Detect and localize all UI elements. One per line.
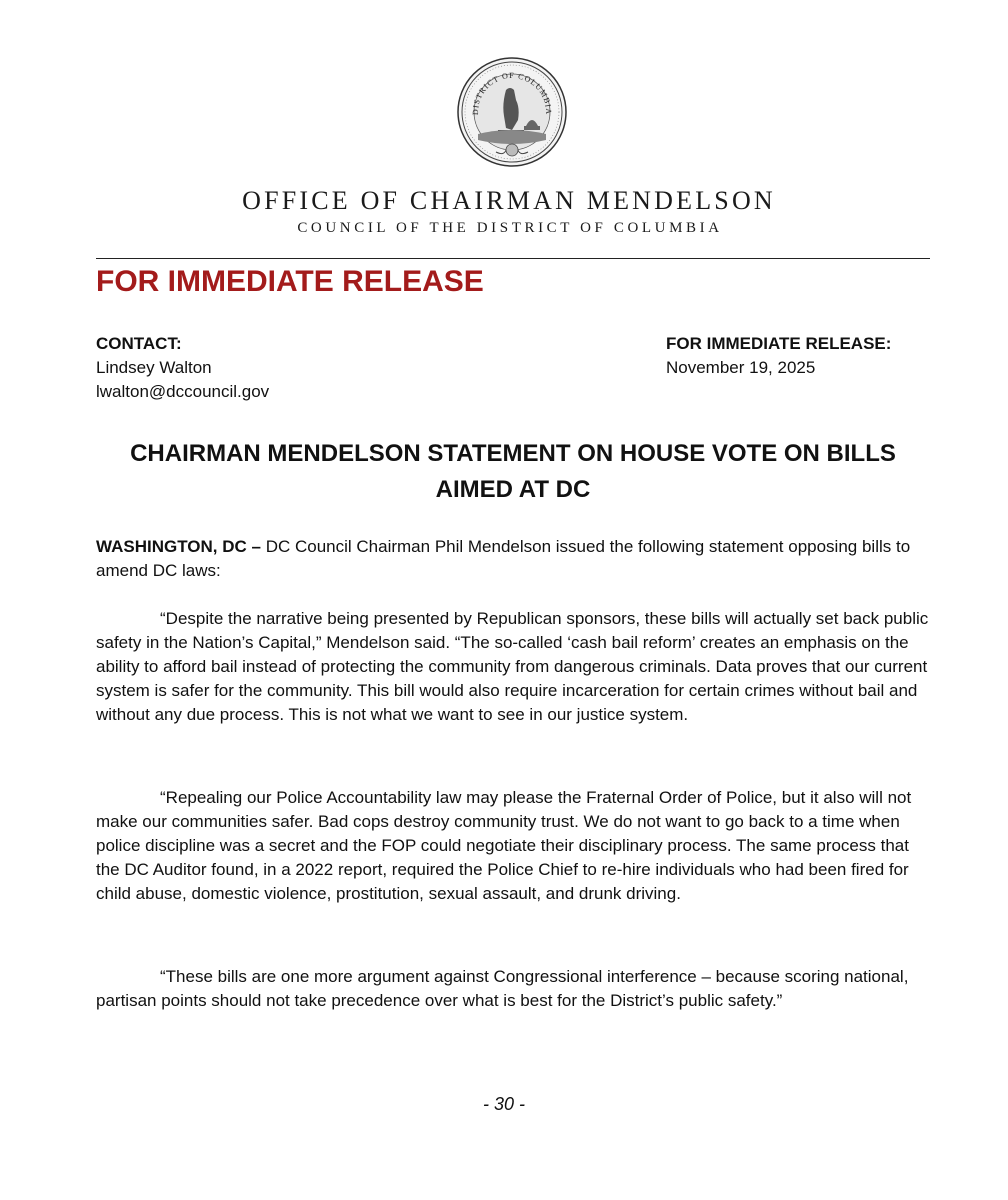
release-label: FOR IMMEDIATE RELEASE: <box>666 334 892 353</box>
release-banner: FOR IMMEDIATE RELEASE <box>96 265 484 298</box>
contact-label: CONTACT: <box>96 334 182 353</box>
press-headline: CHAIRMAN MENDELSON STATEMENT ON HOUSE VOTE ON BILLS AIMED AT DC <box>130 440 896 503</box>
contact-email: lwalton@dccouncil.gov <box>96 382 270 401</box>
dc-seal-icon <box>456 56 568 168</box>
statement-paragraph <box>96 965 930 1013</box>
office-title: OFFICE OF CHAIRMAN MENDELSON <box>242 186 776 215</box>
contact-name: Lindsey Walton <box>96 358 212 377</box>
paragraph-text: “These bills are one more argument against Congressional interference – because scoring national, partisan points should not take precedence over what is best for the District’s public safety.” <box>96 967 909 1010</box>
intro-text: DC Council Chairman Phil Mendelson issued the following statement opposing bills to amend DC laws: <box>96 537 911 580</box>
paragraph-text: “Repealing our Police Accountability law may please the Fraternal Order of Police, but it also will not make our communities safer. Bad cops destroy community trust. We do not want to go back to a time when police discipline was a secret and the FOP could negotiate their disciplinary process. The same process that the DC Auditor found, in a 2022 report, required the Police Chief to re-hire individuals who had been fired for child abuse, domestic violence, prostitution, sexual assault, and drunk driving. <box>96 788 912 903</box>
release-date: November 19, 2025 <box>666 358 816 377</box>
seal-inner-text: DISTRICT OF COLUMBIA <box>470 71 554 116</box>
header-divider <box>96 258 930 259</box>
statement-paragraph <box>96 786 930 906</box>
release-block <box>666 332 891 380</box>
statement-paragraph <box>96 607 930 727</box>
paragraph-text: “Despite the narrative being presented by Republican sponsors, these bills will actually set back public safety in the Nation’s Capital,” Mendelson said. “The so-called ‘cash bail reform’ creates an emphasis on the ability to afford bail instead of protecting the community from dangerous criminals. Data proves that our current system is safer for the community. This bill would also require incarceration for certain crimes without bail and without any due process. This is not what we want to see in our justice system. <box>96 609 929 724</box>
dateline: WASHINGTON, DC – <box>96 537 261 556</box>
council-subtitle: COUNCIL OF THE DISTRICT OF COLUMBIA <box>297 220 723 236</box>
contact-block <box>96 332 269 404</box>
intro-paragraph <box>96 535 930 583</box>
page-number: - 30 - <box>482 1094 525 1114</box>
